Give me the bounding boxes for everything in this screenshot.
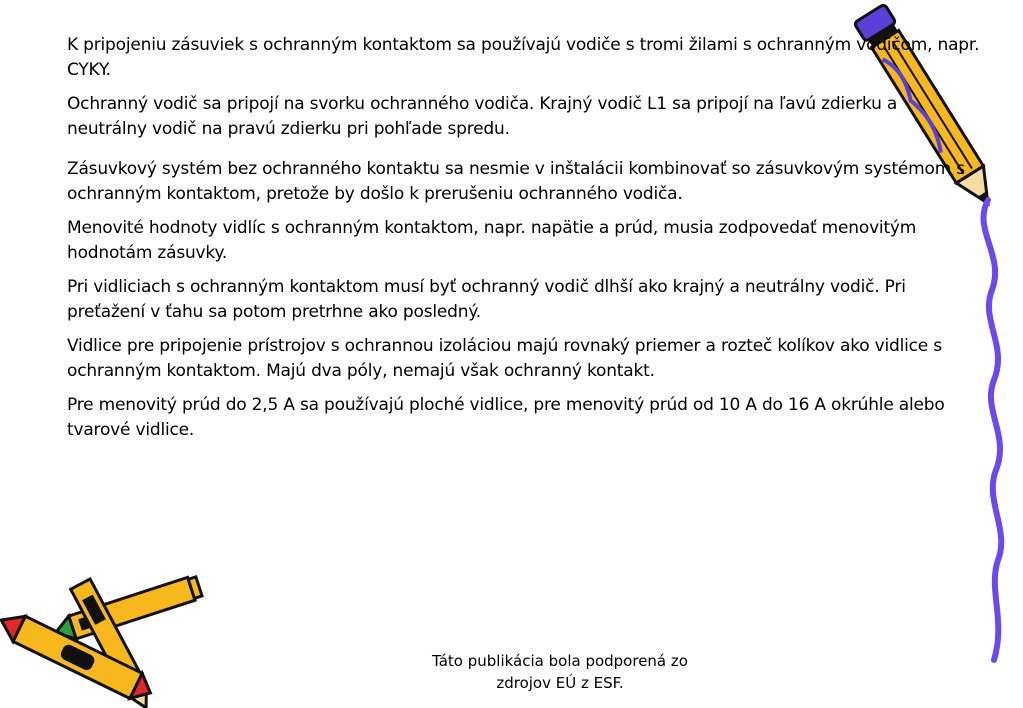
paragraph-3: Zásuvkový systém bez ochranného kontaktu sa nesmie v inštalácii kombinovať so zásuvkovým systémom s ochranným kontaktom, pretože by došlo k prerušeniu ochranného vodiča. [67,159,965,204]
document-body [67,33,982,452]
paragraph-6: Vidlice pre pripojenie prístrojov s ochrannou izoláciou majú rovnaký priemer a rozteč kolíkov ako vidlice s ochranným kontaktom. Majú dva póly, nemajú však ochranný kontakt. [67,336,942,381]
paragraph-7: Pre menovitý prúd do 2,5 A sa používajú ploché vidlice, pre menovitý prúd od 10 A do 16 A okrúhle alebo tvarové vidlice. [67,395,945,440]
paragraph-5: Pri vidliciach s ochranným kontaktom musí byť ochranný vodič dlhší ako krajný a neutrálny vodič. Pri preťažení v ťahu sa potom pretrhne ako posledný. [67,277,906,322]
footer-line-2: zdrojov EÚ z ESF. [496,674,624,692]
funding-footer [400,650,720,694]
crayons-icon [0,572,210,707]
paragraph-2: Ochranný vodič sa pripojí na svorku ochranného vodiča. Krajný vodič L1 sa pripojí na ľavú zdierku a neutrálny vodič na pravú zdierku pri pohľade spredu. [67,94,898,139]
paragraph-1: K pripojeniu zásuviek s ochranným kontaktom sa používajú vodiče s tromi žilami s ochranným vodičom, napr. CYKY. [67,35,980,80]
footer-line-1: Táto publikácia bola podporená zo [432,652,688,670]
paragraph-4: Menovité hodnoty vidlíc s ochranným kontaktom, napr. napätie a prúd, musia zodpovedať menovitým hodnotám zásuvky. [67,218,917,263]
